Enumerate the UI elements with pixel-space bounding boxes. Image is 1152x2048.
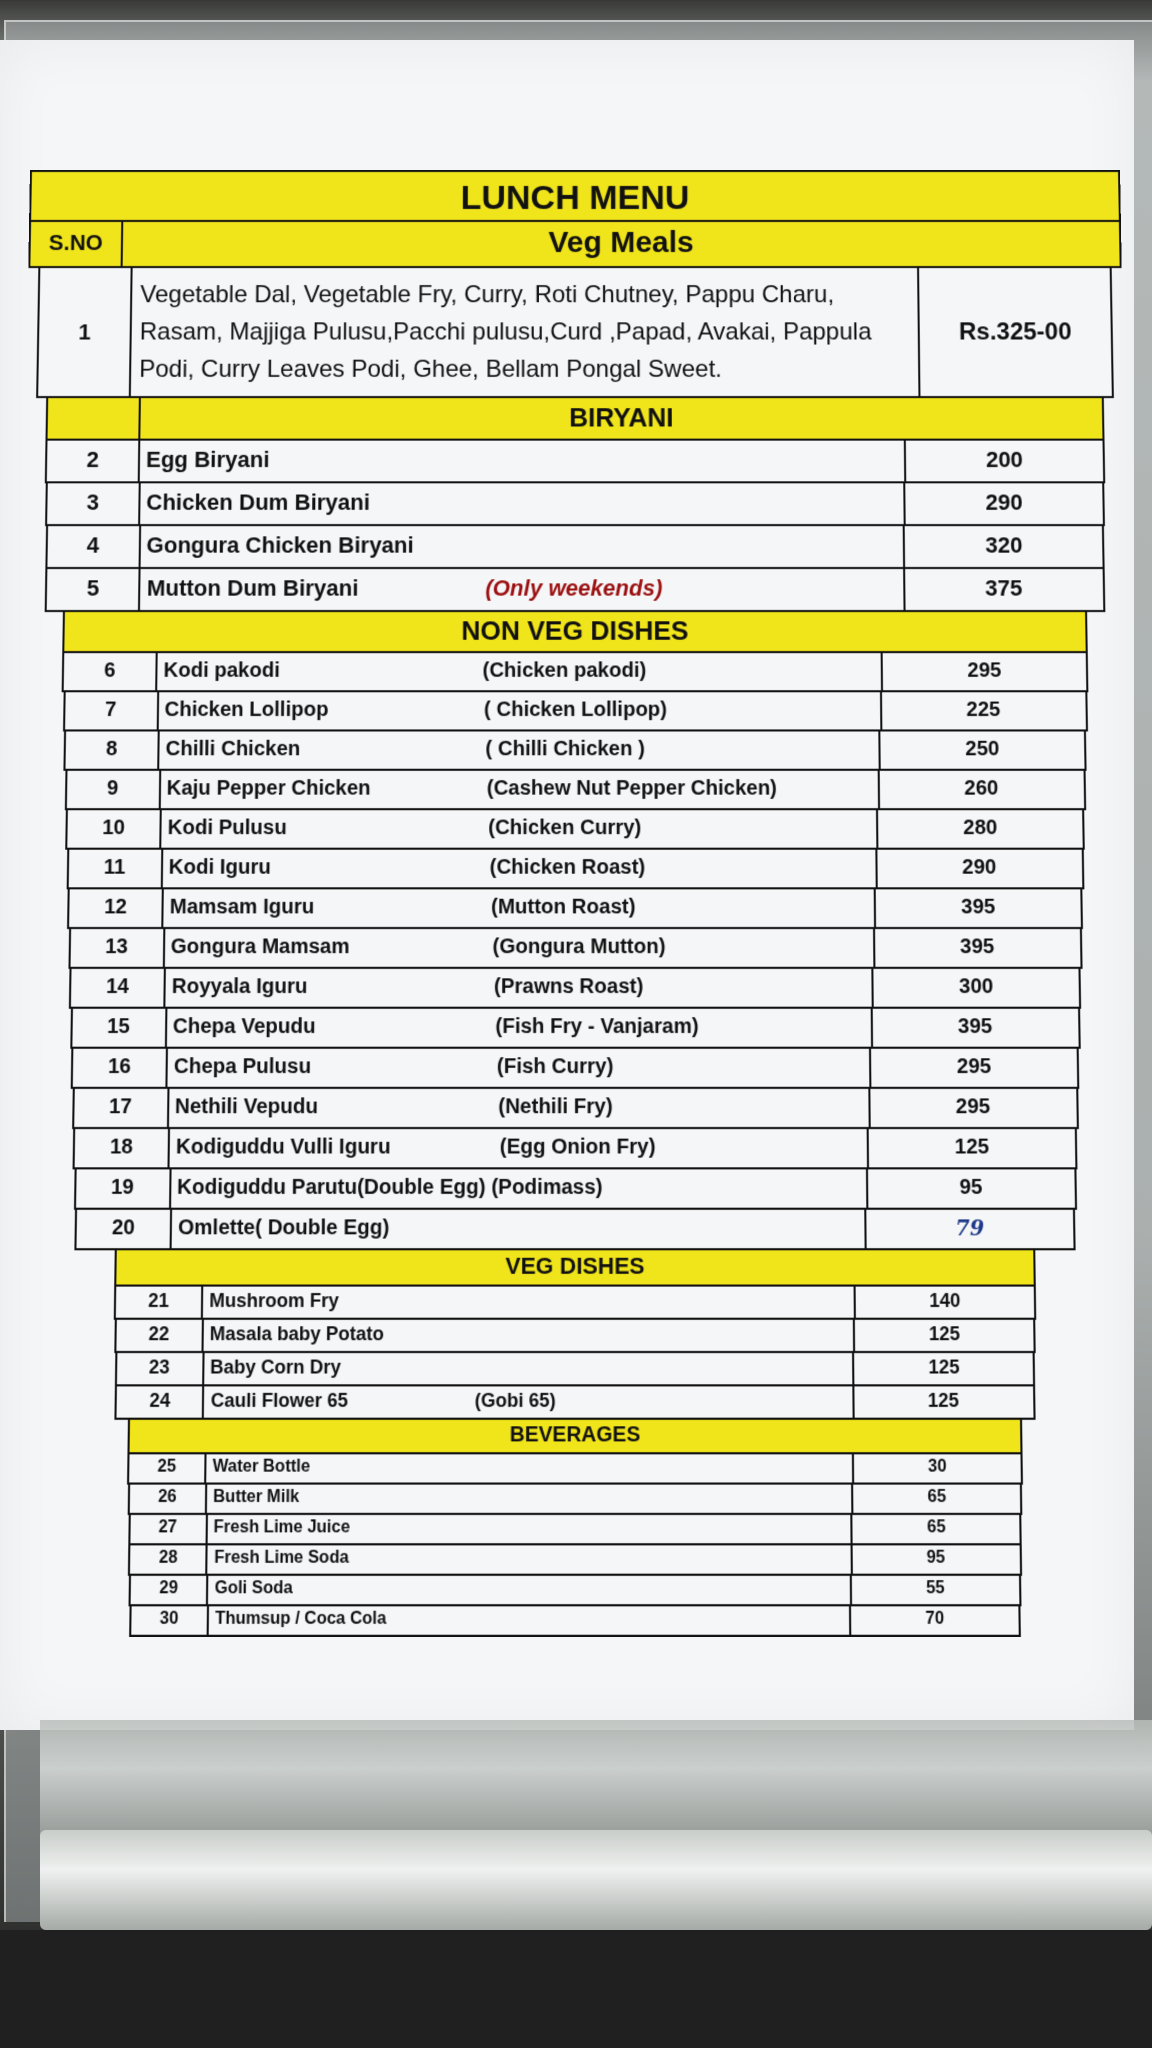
item-price: 295 [967, 659, 1002, 682]
item-name-text: Kaju Pepper Chicken [166, 777, 371, 800]
table-row [63, 692, 1088, 731]
item-name [159, 731, 880, 768]
item-price: 140 [929, 1289, 961, 1312]
item-name [206, 1454, 854, 1482]
item-name-text: Goli Soda [214, 1579, 293, 1598]
row-sno: 24 [117, 1386, 205, 1417]
table-row [63, 731, 1086, 770]
item-price: 395 [957, 1015, 993, 1039]
item-name-text: Omlette( Double Egg) [177, 1216, 390, 1240]
item-price: 300 [958, 975, 994, 999]
item-price: 125 [928, 1323, 961, 1345]
item-name-text: Chicken Dum Biryani [146, 489, 371, 515]
table-row [127, 1454, 1023, 1484]
table-row [129, 1576, 1022, 1607]
item-price: 30 [927, 1457, 947, 1476]
item-name-text: Mamsam Iguru [169, 895, 315, 919]
item-price: 295 [955, 1095, 991, 1119]
row-sno: 14 [71, 969, 166, 1007]
row-sno: 27 [130, 1515, 208, 1543]
item-name [165, 969, 873, 1007]
item-price: 95 [959, 1175, 983, 1200]
item-alt-name: (Cashew Nut Pepper Chicken) [486, 777, 777, 800]
item-name-text: Chicken Lollipop [164, 698, 329, 722]
item-alt-name: (Egg Onion Fry) [499, 1135, 656, 1159]
item-name [161, 810, 878, 847]
item-name [158, 692, 882, 729]
item-price: 320 [985, 532, 1023, 558]
item-price: 79 [955, 1215, 985, 1241]
item-name-text: Butter Milk [213, 1487, 300, 1507]
veg-meals-header [28, 222, 1121, 268]
table-row [128, 1515, 1022, 1545]
item-price: 395 [961, 895, 996, 919]
table-row [68, 929, 1082, 969]
table-row [45, 569, 1105, 612]
item-name-text: Kodiguddu Vulli Iguru [175, 1135, 391, 1159]
item-name-text: Cauli Flower 65 [210, 1389, 348, 1412]
veg-meals-sno: 1 [38, 268, 132, 396]
item-name-text: Mushroom Fry [209, 1289, 339, 1312]
item-name [167, 1049, 871, 1087]
menu-title: LUNCH MENU [29, 170, 1121, 222]
item-name [140, 441, 907, 482]
biryani-label: BIRYANI [569, 402, 674, 433]
item-alt-name: (Mutton Roast) [491, 895, 636, 919]
table-row [114, 1287, 1037, 1320]
row-sno: 16 [73, 1049, 168, 1087]
table-row [66, 850, 1084, 890]
row-sno: 29 [131, 1576, 209, 1604]
row-sno: 6 [64, 653, 158, 690]
item-name-text: Mutton Dum Biryani [146, 575, 359, 601]
item-name [203, 1320, 855, 1351]
item-alt-name: (Chicken Curry) [488, 816, 642, 840]
row-sno: 30 [131, 1606, 209, 1634]
table-row [45, 526, 1105, 569]
item-price: 260 [964, 777, 999, 800]
item-alt-name: (Nethili Fry) [498, 1095, 613, 1119]
table-row [65, 810, 1085, 850]
item-name-text: Royyala Iguru [171, 975, 308, 999]
non-veg-section-header [62, 612, 1088, 653]
veg-meals-price: Rs.325-00 [958, 317, 1072, 346]
table-row [71, 1049, 1080, 1089]
item-price: 125 [954, 1135, 990, 1159]
stand-reflection [40, 1720, 1152, 1840]
item-name [169, 1089, 871, 1127]
table-row [73, 1169, 1076, 1209]
row-sno: 21 [116, 1287, 203, 1318]
item-name-text: Gongura Chicken Biryani [146, 532, 414, 558]
item-price: 125 [928, 1356, 960, 1378]
item-name [171, 1169, 868, 1207]
item-price: 225 [966, 698, 1001, 722]
item-alt-name: (Fish Curry) [496, 1055, 614, 1079]
item-name-text: Egg Biryani [145, 446, 270, 473]
item-alt-name: (Gobi 65) [474, 1389, 556, 1412]
veg-meals-row [36, 268, 1114, 398]
row-sno: 2 [47, 441, 140, 482]
item-name [208, 1576, 852, 1604]
item-name-text: Chilli Chicken [165, 737, 301, 761]
item-alt-name: (Gongura Mutton) [492, 935, 666, 959]
item-price: 375 [984, 575, 1023, 601]
item-price: 290 [962, 855, 997, 879]
item-name-text: Chepa Vepudu [172, 1015, 316, 1039]
item-price: 200 [985, 446, 1024, 473]
table-row [114, 1320, 1036, 1353]
acrylic-stand-base [40, 1830, 1152, 1930]
item-price: 290 [985, 489, 1023, 515]
row-sno: 10 [67, 810, 161, 847]
item-name-text: Fresh Lime Juice [213, 1518, 351, 1537]
item-alt-name: (Fish Fry - Vanjaram) [495, 1015, 699, 1039]
row-sno: 26 [130, 1485, 207, 1513]
row-sno: 4 [47, 526, 141, 567]
row-sno: 9 [66, 771, 160, 808]
row-sno: 25 [129, 1454, 206, 1482]
non-veg-label: NON VEG DISHES [461, 615, 689, 646]
beverages-section-header [127, 1420, 1022, 1455]
item-name [204, 1386, 854, 1417]
item-alt-name: ( Chilli Chicken ) [485, 737, 645, 761]
table-row [73, 1129, 1078, 1169]
row-sno: 3 [47, 483, 141, 524]
row-sno: 11 [68, 850, 163, 888]
lunch-menu-table [5, 170, 1146, 1637]
section-sno-cell [48, 398, 141, 439]
row-sno: 20 [76, 1210, 172, 1248]
item-name-text: Thumsup / Coca Cola [215, 1609, 387, 1629]
item-name [204, 1353, 855, 1384]
item-name [170, 1129, 869, 1167]
item-price: 395 [959, 935, 995, 959]
item-name [140, 526, 905, 567]
row-sno: 18 [75, 1129, 170, 1167]
veg-dishes-section-header [114, 1250, 1036, 1286]
item-name [209, 1606, 852, 1634]
item-name [166, 1009, 872, 1047]
item-alt-name: (Prawns Roast) [493, 975, 644, 999]
item-name-text: Baby Corn Dry [210, 1356, 342, 1378]
table-row [128, 1545, 1021, 1575]
item-price: 65 [926, 1518, 946, 1537]
table-row [115, 1386, 1035, 1419]
row-sno: 17 [74, 1089, 169, 1127]
table-row [45, 483, 1105, 526]
table-row [70, 1009, 1080, 1049]
table-row [72, 1089, 1079, 1129]
item-name [163, 889, 876, 927]
item-price: 65 [927, 1487, 947, 1507]
item-price: 280 [963, 816, 998, 840]
item-name [140, 483, 906, 524]
item-name [203, 1287, 856, 1318]
table-row [62, 653, 1089, 692]
veg-meals-label: Veg Meals [548, 225, 694, 260]
item-price: 55 [925, 1579, 945, 1598]
item-name [164, 929, 875, 967]
row-sno: 12 [69, 889, 164, 927]
item-price: 95 [926, 1548, 946, 1568]
item-name [140, 569, 905, 610]
item-name [162, 850, 877, 888]
item-name-text: Gongura Mamsam [170, 935, 350, 959]
item-name-text: Kodi Pulusu [167, 816, 287, 840]
item-name-text: Chepa Pulusu [173, 1055, 312, 1079]
item-name [172, 1210, 867, 1248]
item-price: 250 [965, 737, 1000, 761]
item-name-text: Nethili Vepudu [174, 1095, 319, 1119]
row-sno: 23 [117, 1353, 205, 1384]
veg-meals-items: Vegetable Dal, Vegetable Fry, Curry, Roti Chutney, Pappu Charu, Rasam, Majjiga Pulusu,Pacchi pulusu,Curd ,Papad, Avakai, Pappula Podi, Curry Leaves Podi, Ghee, Bellam Pongal Sweet. [131, 268, 921, 396]
item-name-text: Kodi pakodi [163, 659, 280, 682]
item-note: (Only weekends) [485, 575, 663, 601]
row-sno: 19 [76, 1169, 172, 1207]
row-sno: 8 [65, 731, 159, 768]
row-sno: 5 [47, 569, 141, 610]
row-sno: 13 [70, 929, 165, 967]
row-sno: 15 [72, 1009, 167, 1047]
sno-header: S.NO [30, 222, 123, 266]
item-alt-name: (Chicken Roast) [489, 855, 646, 879]
counter-surface [0, 1930, 1152, 2048]
item-price: 295 [956, 1055, 992, 1079]
item-name-text: Masala baby Potato [209, 1323, 385, 1345]
table-row [64, 771, 1085, 810]
item-name-text: Kodi Iguru [168, 855, 271, 879]
row-sno: 22 [116, 1320, 204, 1351]
item-name [157, 653, 883, 690]
item-name [208, 1545, 853, 1573]
item-name-text: Kodiguddu Parutu(Double Egg) (Podimass) [176, 1175, 603, 1200]
row-sno: 7 [65, 692, 159, 729]
item-price: 70 [925, 1609, 945, 1629]
table-row [74, 1210, 1075, 1251]
item-name [160, 771, 879, 808]
table-row [114, 1353, 1035, 1386]
table-row [45, 441, 1105, 484]
table-row [129, 1606, 1021, 1637]
item-name-text: Fresh Lime Soda [214, 1548, 349, 1568]
item-name [207, 1515, 853, 1543]
biryani-section-header [45, 398, 1104, 441]
item-name [207, 1485, 854, 1513]
beverages-label: BEVERAGES [509, 1423, 641, 1447]
table-row [67, 889, 1083, 929]
menu-sections [5, 398, 1146, 1637]
item-name-text: Water Bottle [212, 1457, 311, 1476]
table-row [127, 1485, 1022, 1515]
item-alt-name: ( Chicken Lollipop) [483, 698, 668, 722]
item-alt-name: (Chicken pakodi) [482, 659, 647, 682]
row-sno: 28 [130, 1545, 208, 1573]
item-price: 125 [927, 1389, 960, 1412]
veg-dishes-label: VEG DISHES [505, 1252, 645, 1280]
table-row [69, 969, 1081, 1009]
